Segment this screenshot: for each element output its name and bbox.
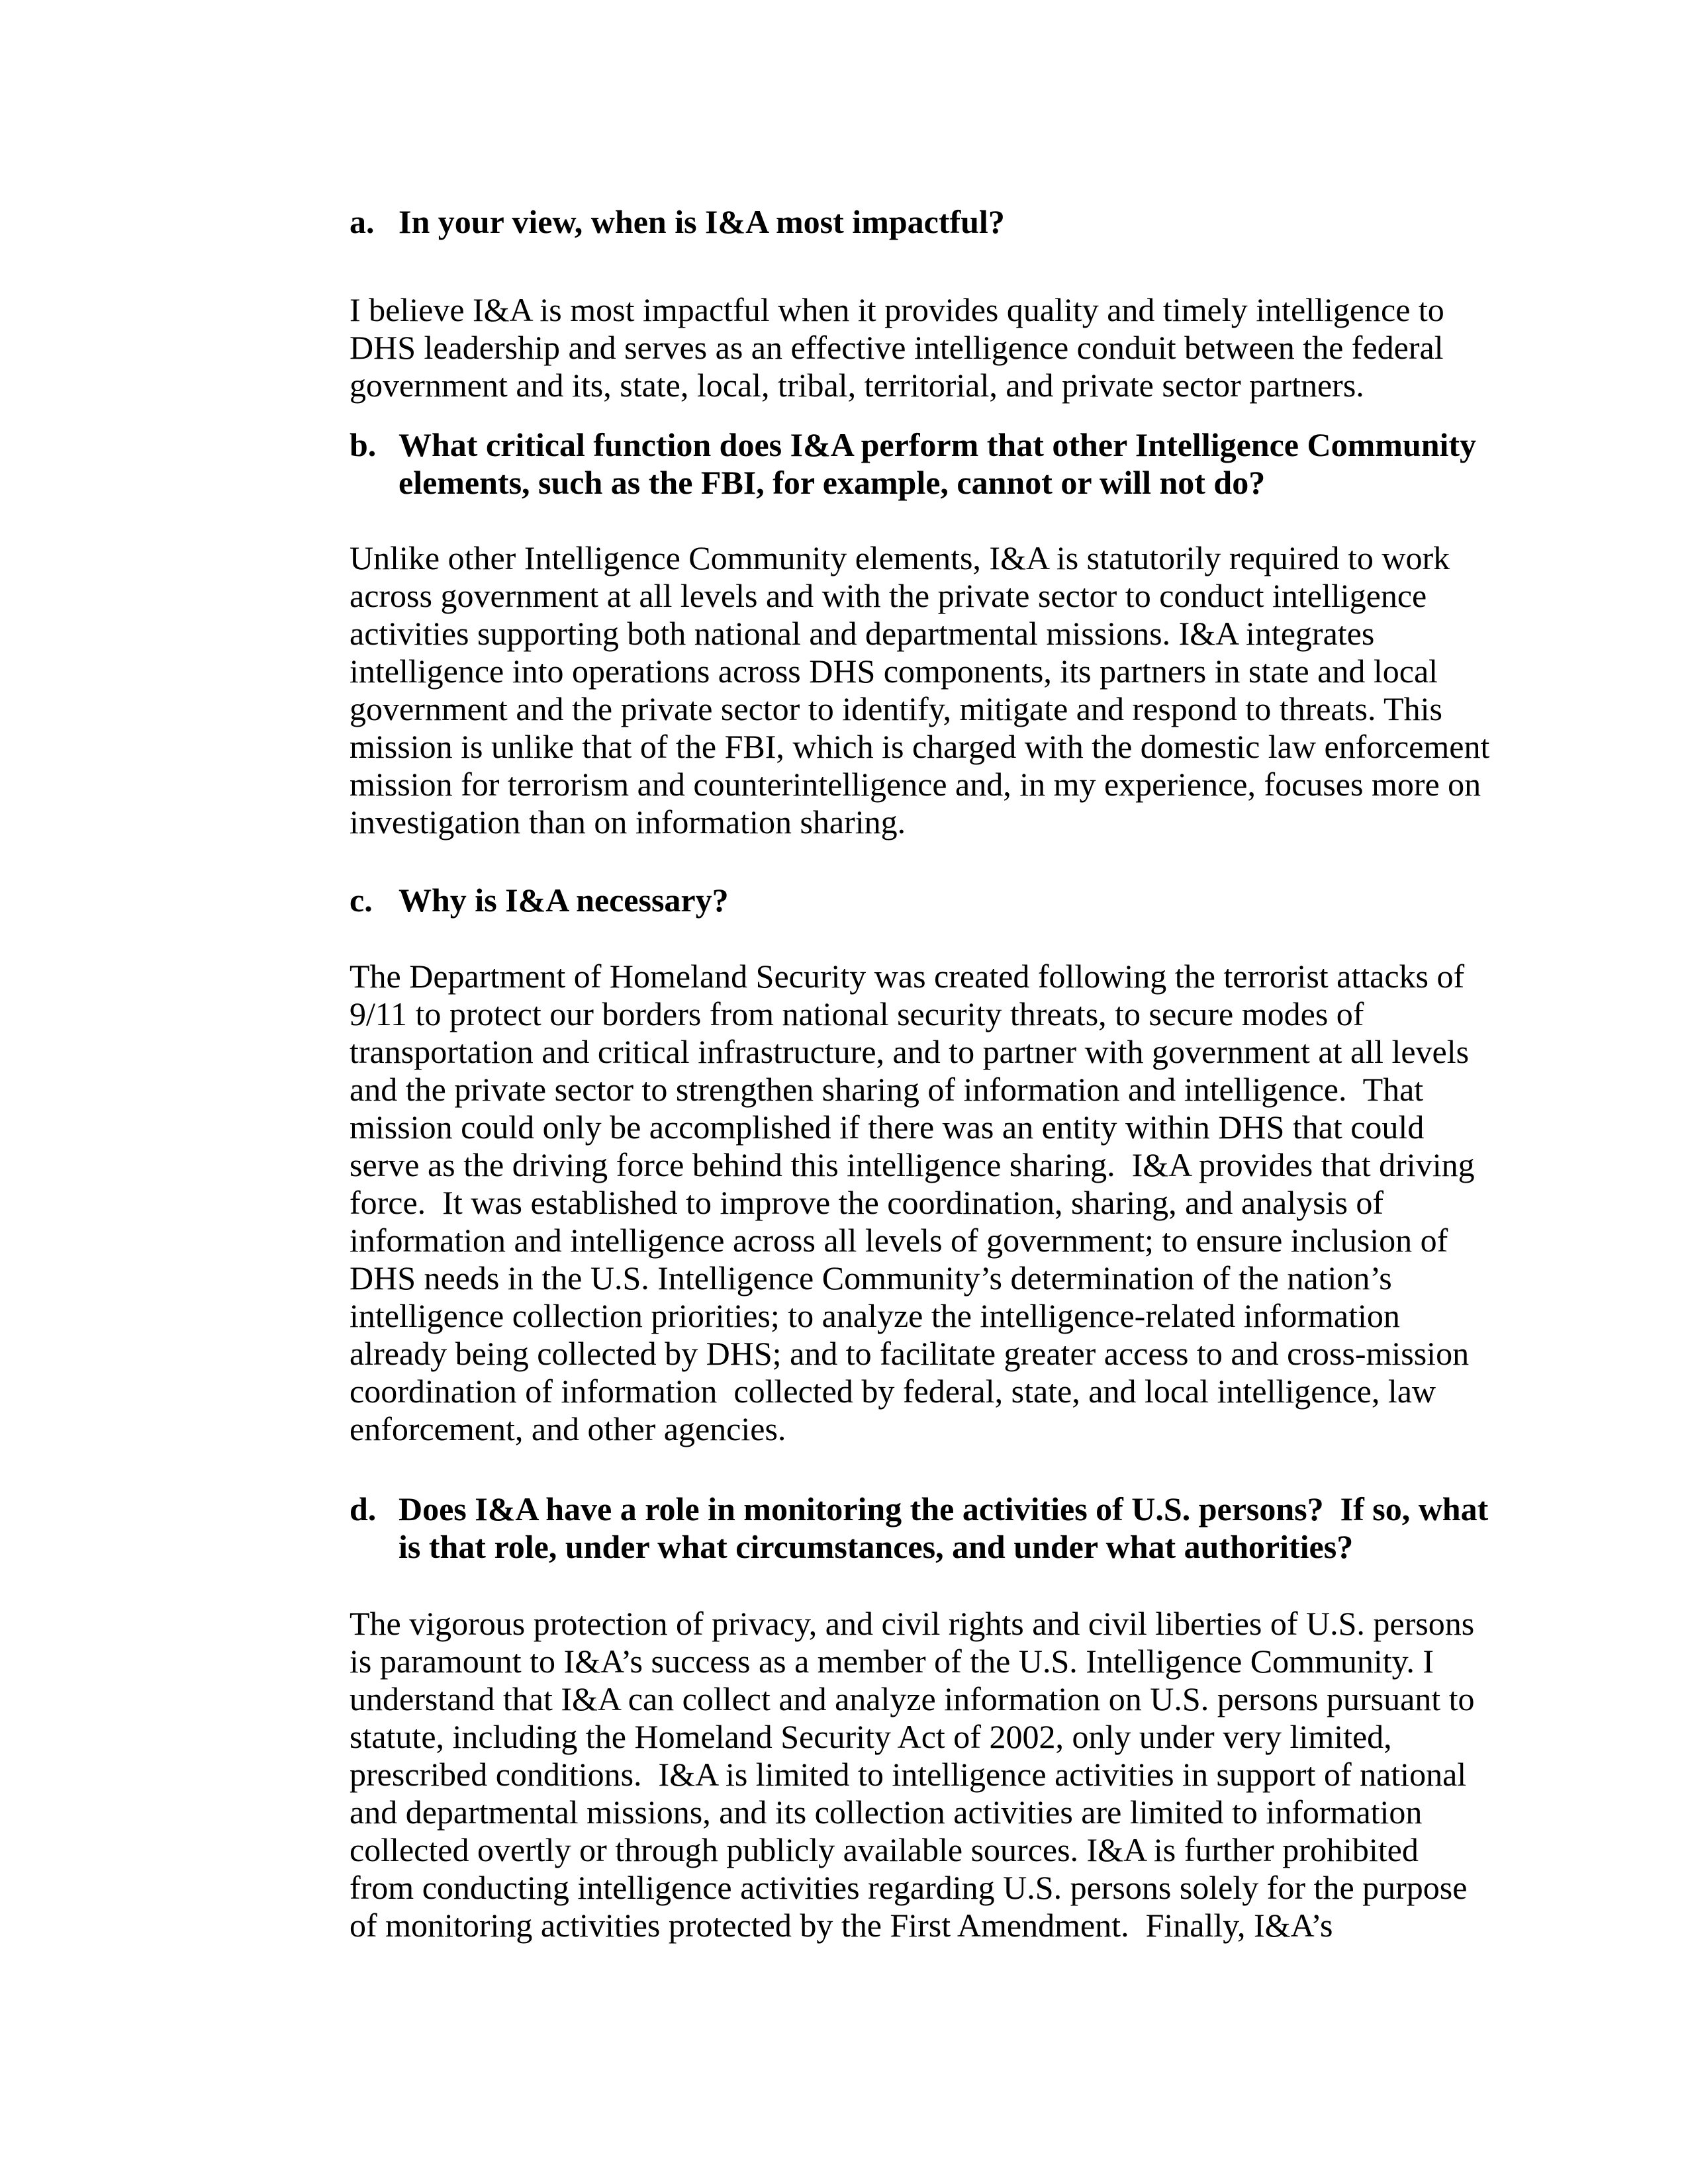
answer-b-line: activities supporting both national and departmental missions. I&A integrates [350, 615, 1375, 652]
answer-c-paragraph [350, 958, 1515, 1448]
answer-c-line: mission could only be accomplished if there was an entity within DHS that could [350, 1109, 1425, 1146]
question-a-heading [350, 203, 1515, 241]
answer-d-line: from conducting intelligence activities regarding U.S. persons solely for the purpose [350, 1869, 1468, 1906]
question-a-line: In your view, when is I&A most impactful? [399, 203, 1005, 240]
answer-b-paragraph [350, 539, 1515, 841]
answer-d-line: and departmental missions, and its collection activities are limited to information [350, 1794, 1423, 1831]
answer-c-line: transportation and critical infrastructure, and to partner with government at all levels [350, 1033, 1470, 1070]
question-d-line: is that role, under what circumstances, and under what authorities? [399, 1528, 1354, 1565]
answer-b-line: across government at all levels and with the private sector to conduct intelligence [350, 577, 1427, 614]
answer-b-line: government and the private sector to identify, mitigate and respond to threats. This [350, 690, 1442, 727]
answer-d-paragraph [350, 1605, 1515, 1944]
answer-c-line: enforcement, and other agencies. [350, 1410, 786, 1447]
answer-c-line: force. It was established to improve the coordination, sharing, and analysis of [350, 1184, 1384, 1221]
answer-c-line: DHS needs in the U.S. Intelligence Community’s determination of the nation’s [350, 1259, 1392, 1297]
answer-b-line: intelligence into operations across DHS components, its partners in state and local [350, 653, 1438, 690]
answer-d-line: is paramount to I&A’s success as a member of the U.S. Intelligence Community. I [350, 1643, 1434, 1680]
answer-c-line: already being collected by DHS; and to facilitate greater access to and cross-mission [350, 1335, 1470, 1372]
question-b-label: b. [350, 426, 377, 463]
question-b-line: elements, such as the FBI, for example, cannot or will not do? [399, 464, 1266, 501]
answer-c-line: information and intelligence across all levels of government; to ensure inclusion of [350, 1222, 1448, 1259]
answer-b-line: investigation than on information sharing. [350, 803, 906, 841]
question-c-heading [350, 882, 1515, 919]
question-d-label: d. [350, 1490, 377, 1527]
answer-b-line: mission is unlike that of the FBI, which is charged with the domestic law enforcement [350, 728, 1490, 765]
answer-c-line: intelligence collection priorities; to analyze the intelligence-related information [350, 1297, 1400, 1334]
answer-c-line: serve as the driving force behind this intelligence sharing. I&A provides that driving [350, 1146, 1475, 1183]
answer-d-line: statute, including the Homeland Security Act of 2002, only under very limited, [350, 1718, 1392, 1755]
question-a-label: a. [350, 203, 375, 240]
answer-c-line: coordination of information collected by federal, state, and local intelligence, law [350, 1373, 1436, 1410]
answer-d-line: of monitoring activities protected by the First Amendment. Finally, I&A’s [350, 1907, 1333, 1944]
question-c-line: Why is I&A necessary? [399, 882, 729, 919]
answer-d-line: collected overtly or through publicly available sources. I&A is further prohibited [350, 1831, 1419, 1868]
question-c-label: c. [350, 882, 373, 919]
answer-b-line: mission for terrorism and counterintelligence and, in my experience, focuses more on [350, 766, 1481, 803]
answer-a-line: DHS leadership and serves as an effective intelligence conduit between the federal [350, 329, 1444, 366]
answer-c-line: 9/11 to protect our borders from national security threats, to secure modes of [350, 995, 1364, 1032]
answer-a-paragraph [350, 291, 1515, 404]
answer-b-line: Unlike other Intelligence Community elements, I&A is statutorily required to work [350, 539, 1450, 576]
question-d-line: Does I&A have a role in monitoring the activities of U.S. persons? If so, what [399, 1490, 1489, 1527]
answer-d-line: understand that I&A can collect and analyze information on U.S. persons pursuant to [350, 1680, 1475, 1717]
question-d-heading [350, 1490, 1515, 1566]
answer-c-line: The Department of Homeland Security was created following the terrorist attacks of [350, 958, 1465, 995]
answer-a-line: government and its, state, local, tribal, territorial, and private sector partners. [350, 367, 1364, 404]
answer-d-line: The vigorous protection of privacy, and civil rights and civil liberties of U.S. persons [350, 1605, 1475, 1642]
question-b-line: What critical function does I&A perform that other Intelligence Community [399, 426, 1477, 463]
answer-c-line: and the private sector to strengthen sharing of information and intelligence. That [350, 1071, 1424, 1108]
question-b-heading [350, 426, 1515, 502]
answer-a-line: I believe I&A is most impactful when it provides quality and timely intelligence to [350, 291, 1444, 328]
answer-d-line: prescribed conditions. I&A is limited to intelligence activities in support of national [350, 1756, 1467, 1793]
